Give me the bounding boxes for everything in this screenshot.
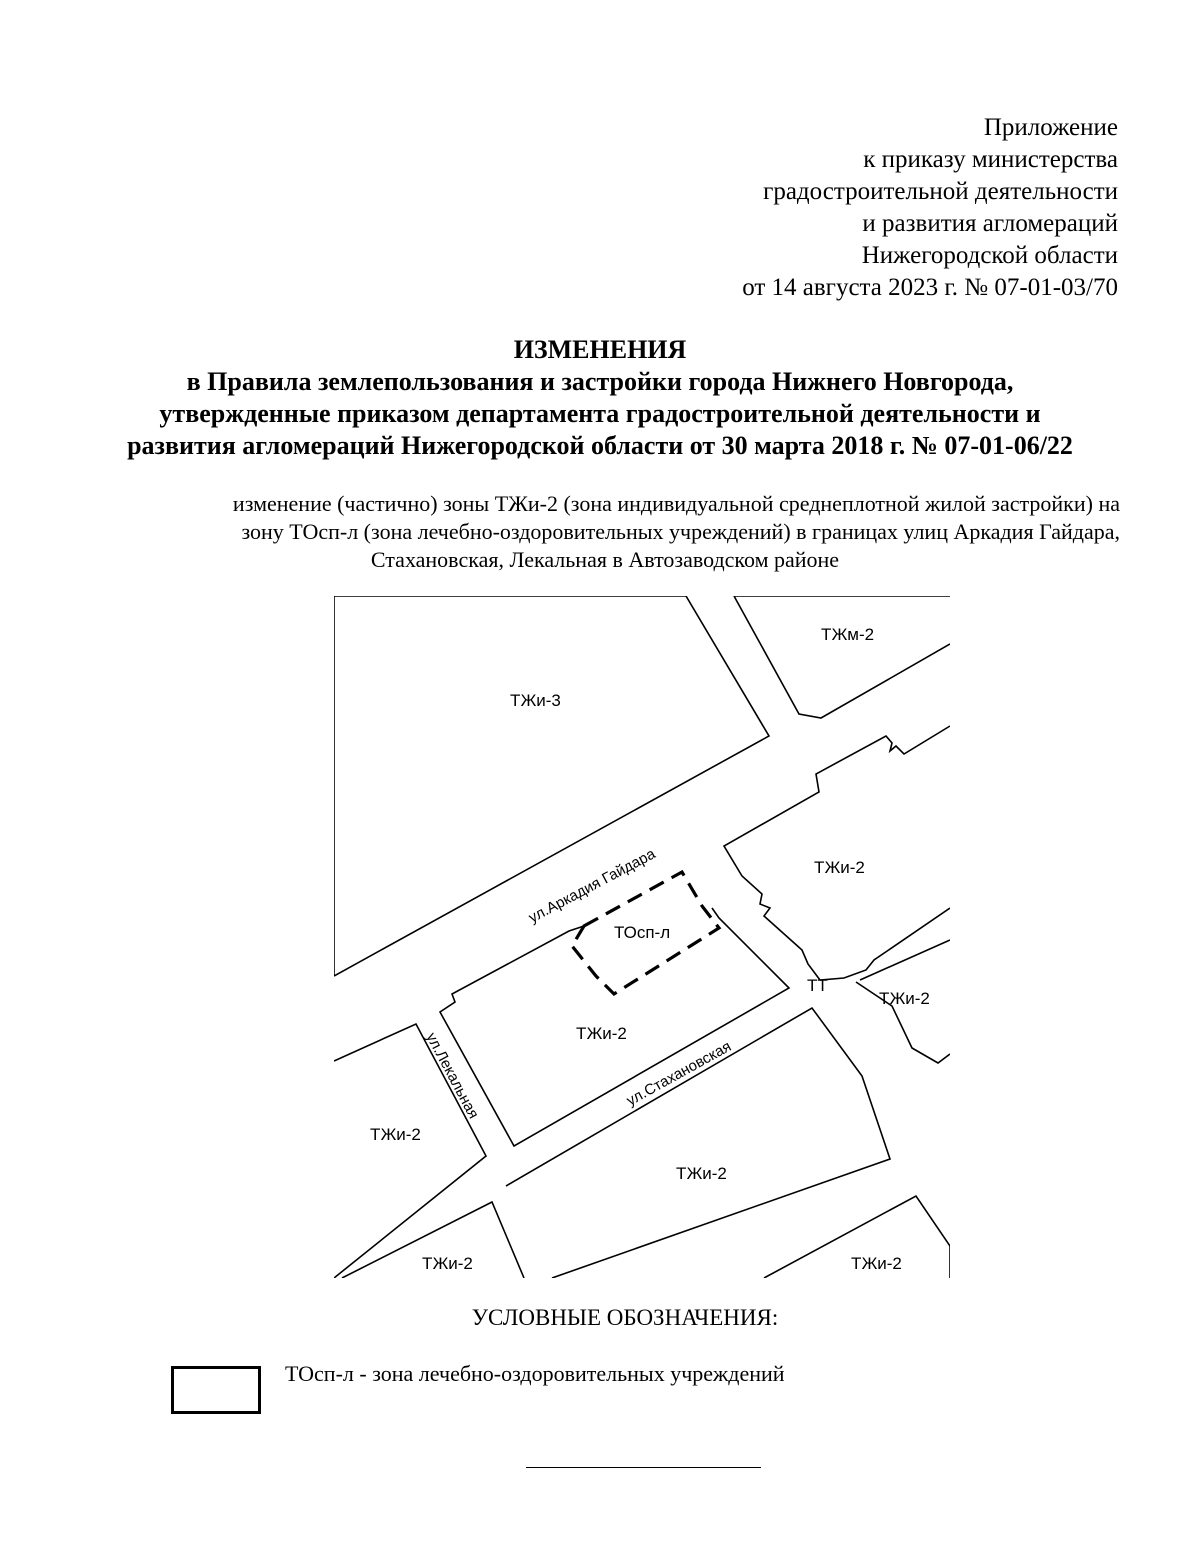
block-tzhi2-east	[724, 726, 950, 980]
title-line: в Правила землепользования и застройки города Нижнего Новгорода,	[186, 367, 1014, 396]
zone-label-tzhi2-east: ТЖи-2	[814, 858, 865, 877]
appendix-line: от 14 августа 2023 г. № 07-01-03/70	[742, 274, 1118, 301]
zoning-map	[334, 596, 950, 1278]
description-line: изменение (частично) зоны ТЖи-2 (зона индивидуальной среднеплотной жилой застройки) на	[232, 491, 1120, 516]
end-divider	[526, 1467, 761, 1468]
zone-label-tzhi2-center: ТЖи-2	[576, 1024, 627, 1043]
appendix-block	[558, 112, 1118, 304]
street-label-stakhanovskaya: ул.Стахановская	[623, 1037, 735, 1110]
change-description	[90, 490, 1120, 574]
zone-label-tzhm2: ТЖм-2	[821, 625, 875, 644]
street-label-lekalnaya: ул.Лекальная	[422, 1029, 482, 1122]
appendix-line: Нижегородской области	[861, 242, 1118, 269]
title-line: утвержденные приказом департамента градостроительной деятельности и	[159, 399, 1041, 428]
description-line: зону ТОсп-л (зона лечебно-оздоровительных учреждений) в границах улиц Аркадия Гайдара,	[241, 519, 1120, 544]
zone-label-tzhi2-bottom-right: ТЖи-2	[851, 1254, 902, 1273]
appendix-line: Приложение	[983, 114, 1118, 141]
title-line: развития агломераций Нижегородской области от 30 марта 2018 г. № 07-01-06/22	[127, 431, 1073, 460]
block-tzhi2-west	[334, 1024, 486, 1278]
appendix-line: градостроительной деятельности	[763, 178, 1118, 205]
block-tzhm2	[734, 596, 950, 718]
zone-label-tzhi2-south: ТЖи-2	[676, 1164, 727, 1183]
block-tzhi2-south	[506, 1008, 890, 1278]
zone-label-tosp-l: ТОсп-л	[614, 923, 671, 942]
legend-item-text: ТОсп-л - зона лечебно-оздоровительных учреждений	[285, 1361, 785, 1386]
zone-label-tzhi3: ТЖи-3	[510, 691, 561, 710]
appendix-line: и развития агломераций	[862, 210, 1118, 237]
title-heading: ИЗМЕНЕНИЯ	[513, 335, 687, 364]
block-tzhi3	[334, 596, 769, 976]
zone-label-tzhi2-bottom-left: ТЖи-2	[422, 1254, 473, 1273]
zone-label-tzhi2-right: ТЖи-2	[879, 989, 930, 1008]
legend-title: УСЛОВНЫЕ ОБОЗНАЧЕНИЯ:	[471, 1305, 779, 1330]
description-line: Стахановская, Лекальная в Автозаводском районе	[370, 547, 840, 572]
zone-label-tzhi2-west: ТЖи-2	[370, 1125, 421, 1144]
zone-label-tt: ТТ	[807, 976, 828, 995]
legend-symbol	[171, 1366, 261, 1414]
document-title	[0, 334, 1200, 462]
street-label-gaidara: ул.Аркадия Гайдара	[525, 845, 659, 927]
zoning-map-svg	[334, 596, 950, 1278]
appendix-line: к приказу министерства	[863, 146, 1118, 173]
